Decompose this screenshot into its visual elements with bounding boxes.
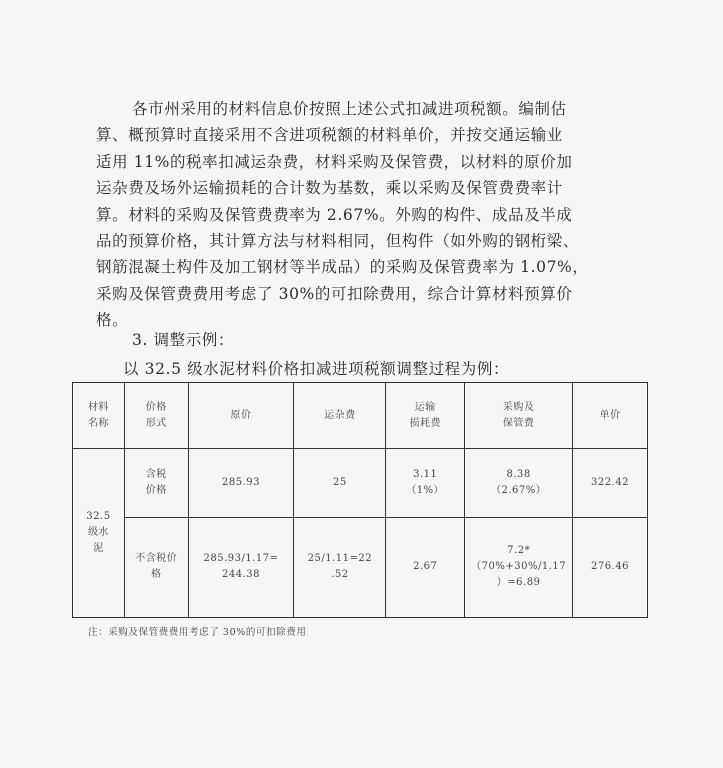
paragraph-line: 算、概预算时直接采用不含进项税额的材料单价，并按交通运输业 bbox=[96, 126, 563, 145]
paragraph-line: 适用 11%的税率扣减运杂费，材料采购及保管费，以材料的原价加 bbox=[96, 152, 573, 171]
transport-loss-cell: 3.11 （1%） bbox=[386, 449, 465, 517]
paragraph-line: 钢筋混凝土构件及加工钢材等半成品）的采购及保管费率为 1.07%， bbox=[96, 258, 589, 277]
price-adjustment-table bbox=[72, 382, 648, 618]
header-material-name: 材料 名称 bbox=[73, 383, 125, 449]
example-intro: 以 32.5 级水泥材料价格扣减进项税额调整过程为例： bbox=[123, 360, 510, 378]
table-row bbox=[73, 449, 648, 517]
price-form-cell: 不含税价 格 bbox=[124, 517, 188, 617]
header-transport-loss: 运输 损耗费 bbox=[386, 383, 465, 449]
freight-cell: 25/1.11=22 .52 bbox=[294, 517, 386, 617]
material-cell: 32.5 级水 泥 bbox=[73, 449, 125, 618]
paragraph-line: 各市州采用的材料信息价按照上述公式扣减进项税额。编制估 bbox=[132, 100, 567, 118]
table-footnote: 注：采购及保管费费用考虑了 30%的可扣除费用 bbox=[88, 627, 307, 638]
header-price-form: 价格 形式 bbox=[124, 383, 188, 449]
purchase-storage-cell: 7.2* （70%+30%/1.17 ）=6.89 bbox=[465, 517, 573, 617]
table-row bbox=[73, 517, 648, 617]
original-price-cell: 285.93 bbox=[188, 449, 294, 517]
paragraph-line: 格。 bbox=[96, 311, 129, 330]
unit-price-cell: 276.46 bbox=[573, 517, 648, 617]
header-unit-price: 单价 bbox=[573, 383, 648, 449]
transport-loss-cell: 2.67 bbox=[386, 517, 465, 617]
price-form-cell: 含税 价格 bbox=[124, 449, 188, 517]
purchase-storage-cell: 8.38 （2.67%） bbox=[465, 449, 573, 517]
table-header-row bbox=[73, 383, 648, 449]
paragraph-line: 品的预算价格，其计算方法与材料相同，但构件（如外购的钢桁梁、 bbox=[96, 232, 580, 251]
paragraph-line: 算。材料的采购及保管费费率为 2.67%。外购的构件、成品及半成 bbox=[96, 205, 573, 224]
unit-price-cell: 322.42 bbox=[573, 449, 648, 517]
original-price-cell: 285.93/1.17= 244.38 bbox=[188, 517, 294, 617]
header-purchase-storage: 采购及 保管费 bbox=[465, 383, 573, 449]
body-paragraph bbox=[96, 96, 656, 334]
paragraph-line: 采购及保管费费用考虑了 30%的可扣除费用，综合计算材料预算价 bbox=[96, 284, 573, 303]
section-heading: 3. 调整示例： bbox=[132, 331, 235, 349]
header-freight: 运杂费 bbox=[294, 383, 386, 449]
freight-cell: 25 bbox=[294, 449, 386, 517]
paragraph-line: 运杂费及场外运输损耗的合计数为基数，乘以采购及保管费费率计 bbox=[96, 179, 563, 198]
header-original-price: 原价 bbox=[188, 383, 294, 449]
